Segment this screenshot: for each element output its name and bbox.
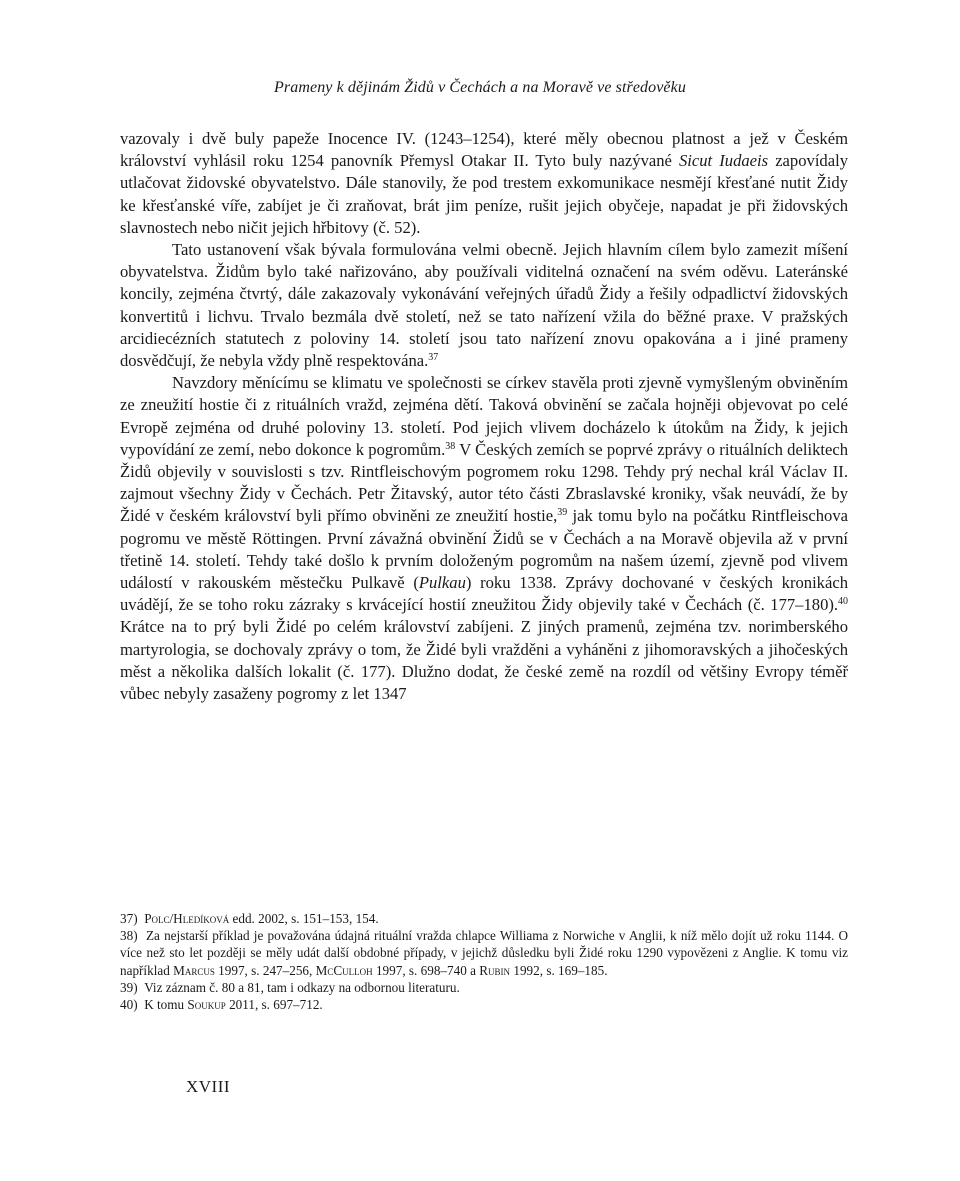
footnote-ref-40[interactable]: 40 (838, 596, 848, 608)
footnote-number: 38) (120, 928, 138, 944)
text-run: Krátce na to prý byli Židé po celém království zabíjeni. Z jiných pramenů, zejména tzv. norimberského martyrologia, se dochovaly zprávy o tom, že Židé byli vražděni a vyháněni z jihomoravských a jihočeských měst a několika dalších lokalit (č. 177). Dlužno dodat, že české země na rozdíl od většiny Evropy téměř vůbec nebyly zasaženy pogromy z let 1347 (120, 617, 848, 704)
text-run: Viz záznam č. 80 a 81, tam i odkazy na odbornou literaturu. (144, 979, 460, 995)
text-run: Tato ustanovení však bývala formulována velmi obecně. Jejich hlavním cílem bylo zamezit míšení obyvatelstva. Židům bylo také nařizováno, aby používali viditelná označení na svém oděvu. Lateránské koncily, zejména čtvrtý, dále zakazovaly vykonávání veřejných úřadů Židy a řešily odpadlictví židovských konvertitů i lichvu. Trvalo bezmála dvě století, než se tato nařízení vžila do běžné praxe. V pražských arcidiecézních statutech z poloviny 14. století jsou tato nařízení znovu opakována a i jiné prameny dosvědčují, že nebyla vždy plně respektována. (120, 240, 848, 371)
text-run: jak tomu bylo na počátku Rintfleischova pogromu ve městě Röttingen. První závažná obvinění Židů se v Čechách a na Moravě objevila až v první třetině 14. století. Tehdy také došlo k prvním doloženým pogromům na našem území, zjevně pod vlivem událostí v rakouském městečku Pulkavě ( (120, 506, 848, 593)
text-run: 1992, s. 169–185. (510, 962, 608, 978)
running-head: Prameny k dějinám Židů v Čechách a na Moravě ve středověku (274, 79, 686, 96)
main-text (120, 128, 848, 705)
text-run: vazovaly i dvě buly papeže Inocence IV. (1243–1254), které měly obecnou platnost a jež v Českém království vyhlásil roku 1254 panovník Přemysl Otakar II. Tyto buly nazývané (120, 129, 848, 171)
footnote-number: 40) (120, 997, 138, 1013)
paragraph-3 (120, 372, 848, 705)
text-run: ) roku 1338. Zprávy dochované v českých kronikách uvádějí, že se toho roku zázraky s krvácející hostií zneužitou Židy objevily také v Čechách (č. 177–180). (120, 573, 849, 615)
text-run: V Českých zemích se poprvé zprávy o rituálních deliktech Židů objevily v souvislosti s tzv. Rintfleischovým pogromem roku 1298. Tehdy prý nechal král Václav II. zajmout všechny Židy v Čechách. Petr Žitavský, autor této části Zbraslavské kroniky, však neuvádí, že by Židé v českém království byli přímo obviněni ze zneužití hostie, (120, 439, 848, 526)
footnote-39 (120, 979, 848, 996)
paragraph-1 (120, 128, 848, 239)
italic-term: Sicut Iudaeis (678, 151, 769, 171)
author-name: McCulloh (315, 962, 373, 978)
footnotes (120, 910, 848, 1013)
text-run: Navzdory měnícímu se klimatu ve společnosti se církev stavěla proti zjevně vymyšleným obviněním ze zneužití hostie či z rituálních vražd, zejména dětí. Taková obvinění se začala hojněji objevovat po celé Evropě zejména od druhé poloviny 13. století. Pod jejich vlivem docházelo k útokům na Židy, k jejich vypovídání ze zemí, nebo dokonce k pogromům. (120, 373, 848, 459)
footnote-40 (120, 996, 848, 1013)
author-name: Marcus (173, 962, 215, 978)
author-name: Rubin (479, 962, 511, 978)
paragraph-2 (120, 239, 848, 372)
text-run: zapovídaly utlačovat židovské obyvatelstvo. Dále stanovily, že pod trestem exkomunikace nesmějí křesťané nutit Židy ke křesťanské víře, zabíjet je či zraňovat, brát jim peníze, rušit jejich obyčeje, napadat je při židovských slavnostech nebo ničit jejich hřbitovy (č. 52). (120, 151, 848, 237)
text-run: 2011, s. 697–712. (225, 997, 323, 1013)
footnote-37 (120, 910, 848, 927)
text-run: edd. 2002, s. 151–153, 154. (229, 911, 379, 926)
footnote-ref-37[interactable]: 37 (428, 352, 439, 364)
page-number: XVIII (186, 1077, 231, 1096)
italic-term: Pulkau (418, 573, 466, 593)
footnote-number: 39) (120, 979, 138, 995)
author-name: Soukup (187, 997, 226, 1013)
text-run: K tomu (144, 997, 188, 1013)
footnote-number: 37) (120, 911, 138, 926)
text-run: 1997, s. 247–256, (214, 962, 316, 978)
author-name: Polc/Hledíková (144, 911, 230, 926)
text-run: 1997, s. 698–740 a (372, 962, 480, 978)
footnote-38 (120, 927, 848, 979)
footnote-ref-39[interactable]: 39 (557, 507, 568, 519)
text-run: Za nejstarší příklad je považována údajná rituální vražda chlapce Williama z Norwiche v Anglii, k níž mělo dojít už roku 1144. O více než sto let později se měly udát další obdobné případy, v jejichž důsledku byli Židé roku 1290 vypovězeni z Anglie. K tomu viz například (120, 928, 848, 978)
footnote-ref-38[interactable]: 38 (445, 440, 456, 452)
